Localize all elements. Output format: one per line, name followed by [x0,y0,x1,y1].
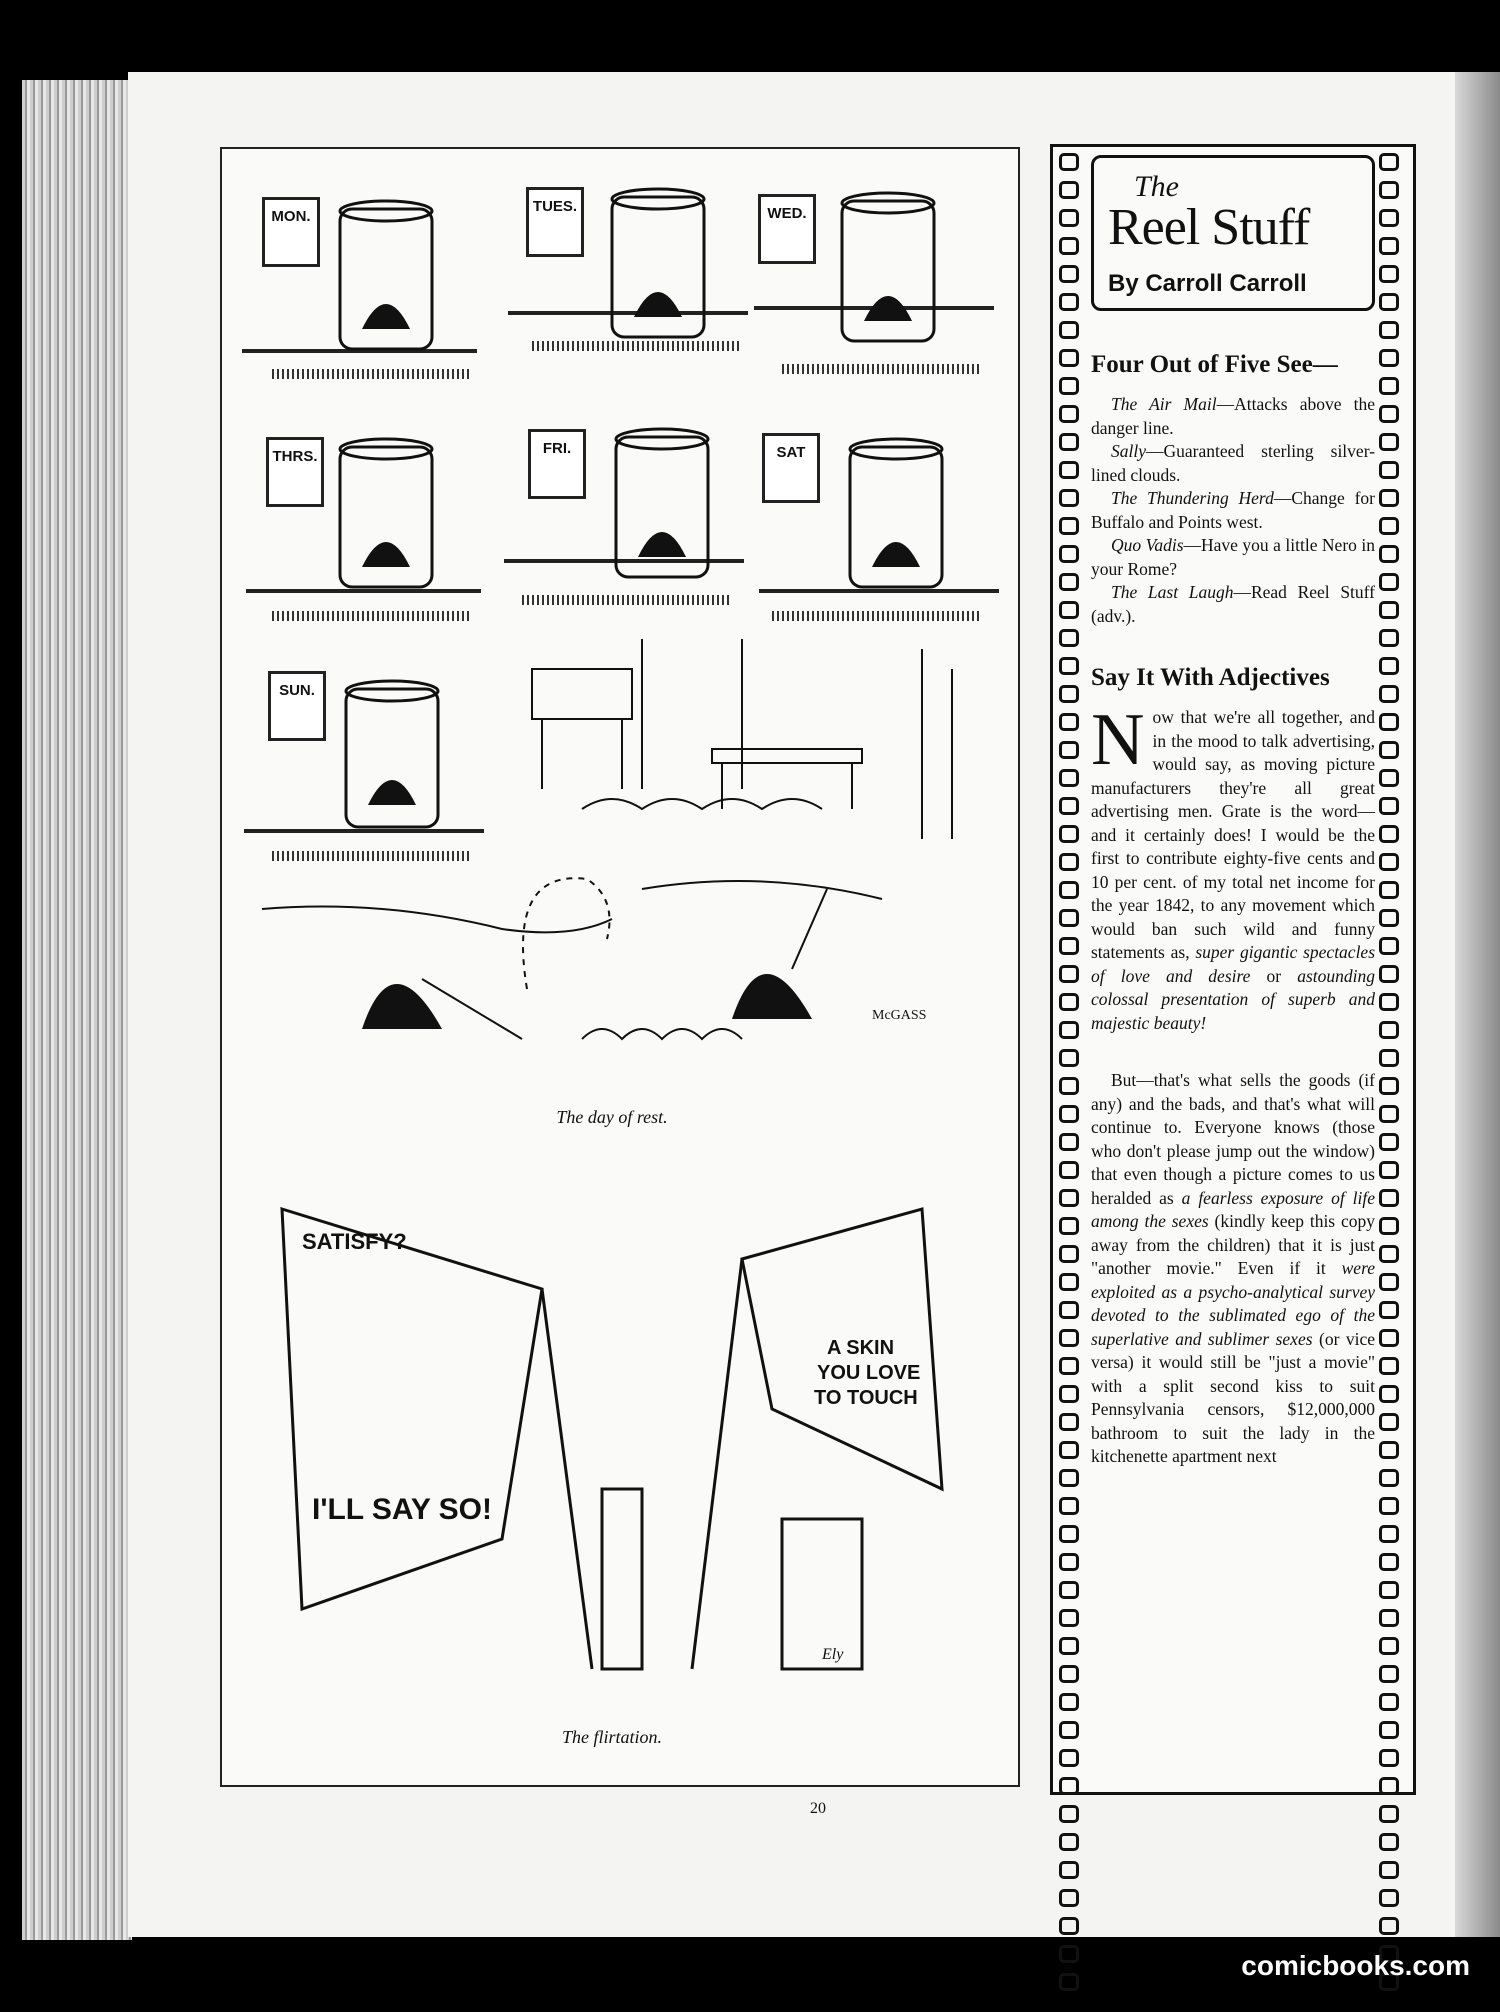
film-perforation [1059,1385,1079,1403]
film-perforation [1059,1749,1079,1767]
watermark: comicbooks.com [1241,1950,1470,1981]
day-sign-sat: SAT [762,433,820,503]
film-perforation [1379,489,1399,507]
film-perforation [1059,1665,1079,1683]
film-perforation [1379,1721,1399,1739]
figure-silhouette [638,532,686,557]
film-perforation [1059,265,1079,283]
movie-item [1091,393,1375,440]
film-perforation [1379,769,1399,787]
film-perforation [1059,1077,1079,1095]
paragraph-text: or [1266,965,1282,986]
film-perforation [1379,713,1399,731]
film-perforation [1059,517,1079,535]
movie-title: The Air Mail [1111,394,1217,414]
film-perforation [1059,209,1079,227]
film-perforation [1059,1637,1079,1655]
film-perforation [1059,657,1079,675]
film-perforation [1379,1917,1399,1935]
film-perforation [1059,293,1079,311]
film-perforation [1379,153,1399,171]
film-perforation [1059,741,1079,759]
film-perforation [1379,685,1399,703]
film-perforation [1379,1861,1399,1879]
figure-silhouette [864,296,912,321]
movie-title: The Thundering Herd [1111,488,1274,508]
film-perforation [1059,1805,1079,1823]
day-sign-wed: WED. [758,194,816,264]
film-perforation [1059,1581,1079,1599]
film-perforation [1379,1357,1399,1375]
film-perforation [1059,1609,1079,1627]
film-perforation [1059,1413,1079,1431]
film-perforation [1059,1777,1079,1795]
billboard-right-text: TO TOUCH [814,1387,918,1409]
cartoon-signature: McGASS [872,1008,927,1023]
film-perforation [1379,629,1399,647]
film-perforation [1059,433,1079,451]
paragraph-emphasis: super gigantic spectacles of love and desire [1091,942,1376,986]
film-perforation [1059,1721,1079,1739]
movie-title: The Last Laugh [1111,582,1234,602]
film-perforation [1379,601,1399,619]
film-perforation [1379,1805,1399,1823]
film-perforation [1379,1217,1399,1235]
film-perforation [1379,909,1399,927]
film-perforation [1059,909,1079,927]
film-perforation [1059,349,1079,367]
film-perforation [1379,1609,1399,1627]
paragraph-text: (kindly keep this copy away from the children) that it is just "another movie." Even if it [1091,1211,1375,1278]
film-perforation [1379,293,1399,311]
film-perforation [1059,1497,1079,1515]
film-perforation [1379,265,1399,283]
paragraph-text: But—that's what sells the goods (if any) and the bads, and that's what will continue to. Everyone knows (those who don't please jump out the window) that even though a picture comes to us heralded as [1091,1070,1375,1208]
film-perforation [1379,1049,1399,1067]
paragraph-emphasis: astounding colossal presentation of superb and majestic beauty! [1091,965,1376,1033]
section-heading: Say It With Adjectives [1091,664,1330,691]
billboard-left [282,1209,542,1609]
book-right-edge [1455,72,1500,1937]
reel-stuff-column [1050,144,1416,1795]
film-perforation [1379,433,1399,451]
movie-item [1091,581,1375,628]
film-perforation [1379,377,1399,395]
film-perforation [1059,685,1079,703]
film-perforation [1379,937,1399,955]
film-perforation [1379,853,1399,871]
room-scene [532,639,952,839]
film-perforation [1059,1217,1079,1235]
paragraph-text: ow that we're all together, and in the mood to talk advertising, would say, as moving picture manufacturers they're all great advertising men. Grate is the word—and it certainly does! I would be the first to contribute eighty-five cents and 10 per cent. of my total net income for the year 1842, to any movement which would ban such wild and funny statements as, [1091,707,1375,962]
article-paragraph [1091,699,1376,1035]
billboard-right-text: A SKIN [827,1337,895,1359]
film-perforation [1059,321,1079,339]
day-sign-mon: MON. [262,197,320,267]
paragraph-text: (or vice versa) it would still be "just a movie" with a split second kiss to suit Pennsylvania censors, $12,000,000 bathroom to suit the lady in the kitchenette apartment next [1091,1328,1376,1466]
cartoon-caption: The flirtation. [561,1727,662,1747]
film-perforation [1059,377,1079,395]
figure-silhouette [634,292,682,317]
film-perforation [1379,1525,1399,1543]
billboard-street-scene [222,1189,1018,1689]
day-sign-fri: FRI. [528,429,586,499]
cartoon-signature: Ely [822,1646,844,1663]
film-perforations-right [1379,153,1401,2001]
golfer-silhouette [362,984,442,1029]
film-perforation [1379,1189,1399,1207]
film-perforation [1059,1189,1079,1207]
film-perforation [1379,1777,1399,1795]
film-perforation [1059,461,1079,479]
film-perforation [1379,825,1399,843]
film-perforation [1379,1133,1399,1151]
golf-scene [222,869,1018,1089]
billboard-left-text: SATISFY? [302,1229,407,1254]
film-perforation [1379,1245,1399,1263]
film-perforation [1379,1553,1399,1571]
film-perforation [1379,1161,1399,1179]
film-perforation [1059,1441,1079,1459]
billboard-right-text: YOU LOVE [817,1362,921,1384]
movie-quip: —Guaranteed sterling silver-lined clouds. [1091,441,1375,485]
movie-title: Quo Vadis [1111,535,1184,555]
film-perforation [1379,1441,1399,1459]
film-perforation [1379,1581,1399,1599]
cartoon-caption: The day of rest. [556,1107,668,1127]
film-perforation [1059,1917,1079,1935]
film-perforation [1379,349,1399,367]
film-perforation [1059,1889,1079,1907]
film-perforation [1379,1469,1399,1487]
film-perforation [1059,1105,1079,1123]
movie-quip: —Attacks above the danger line. [1091,394,1375,438]
film-perforation [1059,993,1079,1011]
column-body [1091,155,1375,1469]
film-perforation [1379,1077,1399,1095]
film-perforation [1379,1497,1399,1515]
film-perforation [1379,209,1399,227]
film-perforation [1379,517,1399,535]
film-perforations-left [1059,153,1081,2001]
film-perforation [1059,1245,1079,1263]
film-perforation [1379,1665,1399,1683]
movie-item [1091,534,1375,581]
film-perforation [1379,993,1399,1011]
film-perforation [1059,1329,1079,1347]
film-perforation [1059,1973,1079,1991]
cartoon-frame [220,147,1020,1787]
film-perforation [1379,1413,1399,1431]
page-number: 20 [810,1800,826,1817]
film-perforation [1059,713,1079,731]
movie-item [1091,440,1375,487]
film-perforation [1379,1833,1399,1851]
film-perforation [1059,601,1079,619]
film-perforation [1059,405,1079,423]
film-perforation [1059,489,1079,507]
film-perforation [1059,853,1079,871]
film-perforation [1059,1469,1079,1487]
film-perforation [1059,1525,1079,1543]
day-sign-tues: TUES. [526,187,584,257]
film-perforation [1379,237,1399,255]
article-paragraph [1091,1069,1375,1469]
day-sign-thrs: THRS. [266,437,324,507]
film-perforation [1059,1133,1079,1151]
book-page-edges [22,80,132,1940]
figure-silhouette [362,304,410,329]
film-perforation [1059,1161,1079,1179]
film-perforation [1059,797,1079,815]
film-perforation [1059,965,1079,983]
film-perforation [1059,1273,1079,1291]
film-perforation [1379,657,1399,675]
film-perforation [1379,1329,1399,1347]
film-perforation [1059,825,1079,843]
film-perforation [1379,741,1399,759]
figure-silhouette [362,542,410,567]
movie-quip: —Change for Buffalo and Points west. [1091,488,1375,532]
figure-silhouette [368,780,416,805]
day-sign-sun: SUN. [268,671,326,741]
film-perforation [1379,1637,1399,1655]
film-perforation [1379,573,1399,591]
film-perforation [1379,1889,1399,1907]
film-perforation [1379,965,1399,983]
film-perforation [1059,181,1079,199]
film-perforation [1059,1021,1079,1039]
paragraph-emphasis: a fearless exposure of life among the sexes [1091,1187,1375,1231]
column-byline: By Carroll Carroll [1108,270,1307,297]
film-perforation [1379,1273,1399,1291]
film-perforation [1379,1021,1399,1039]
drop-cap: N [1091,699,1145,781]
film-perforation [1059,1861,1079,1879]
film-perforation [1379,405,1399,423]
film-perforation [1059,237,1079,255]
film-perforation [1379,797,1399,815]
film-perforation [1059,153,1079,171]
film-perforation [1379,881,1399,899]
movie-quip: —Have you a little Nero in your Rome? [1091,535,1375,579]
film-perforation [1059,629,1079,647]
film-perforation [1059,573,1079,591]
film-perforation [1059,1945,1079,1963]
column-title-box [1091,155,1375,311]
film-perforation [1379,1301,1399,1319]
film-perforation [1379,545,1399,563]
film-perforation [1059,769,1079,787]
film-perforation [1379,1105,1399,1123]
movie-quip: —Read Reel Stuff (adv.). [1091,582,1375,626]
film-perforation [1059,1049,1079,1067]
film-perforation [1059,1553,1079,1571]
movie-item [1091,487,1375,534]
billboard-left-text: I'LL SAY SO! [312,1493,492,1526]
column-title-the: The [1134,170,1179,203]
golfer-silhouette [732,974,812,1019]
film-perforation [1379,461,1399,479]
movie-title: Sally [1111,441,1146,461]
film-perforation [1059,1693,1079,1711]
film-perforation [1379,1749,1399,1767]
column-title: Reel Stuff [1108,199,1310,256]
film-perforation [1059,1357,1079,1375]
film-perforation [1059,1301,1079,1319]
film-perforation [1059,1833,1079,1851]
film-perforation [1059,881,1079,899]
figure-silhouette [872,542,920,567]
film-perforation [1059,937,1079,955]
section-heading: Four Out of Five See— [1091,351,1338,378]
film-perforation [1379,1693,1399,1711]
can-icon [346,681,438,827]
film-perforation [1379,1385,1399,1403]
paragraph-emphasis: were exploited as a psycho-analytical survey devoted to the sublimated ego of the superlative and sublimer sexes [1091,1258,1375,1349]
film-perforation [1379,321,1399,339]
film-perforation [1059,545,1079,563]
film-perforation [1379,181,1399,199]
can-illustrations [222,149,1018,909]
